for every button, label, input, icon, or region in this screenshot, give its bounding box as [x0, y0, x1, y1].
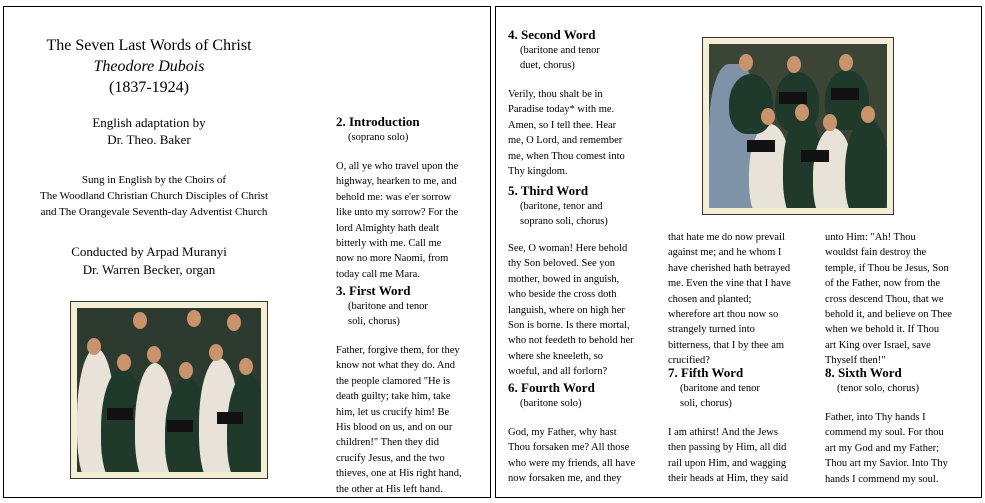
composer-dates: (1837-1924) [109, 79, 189, 96]
left-page [3, 6, 491, 498]
third-word-voices: (baritone, tenor and soprano soli, chorus) [520, 201, 608, 227]
introduction-voices: (soprano solo) [348, 132, 409, 143]
first-word-voices: (baritone and tenor soli, chorus) [348, 301, 428, 327]
sung-line-2: The Woodland Christian Church Disciples of Christ [39, 190, 269, 202]
composer-name: Theodore Dubois [93, 58, 205, 75]
fourth-word-title: 6. Fourth Word [508, 380, 595, 395]
adaptation-line-2: Dr. Theo. Baker [107, 132, 191, 147]
first-word-text: Father, forgive them, for they know not what they do. And the people clamored "He is death guilty; take him, take him, let us crucify him! Be His blood on us, and on our children!" Then they did crucify Jesus, and the two thieves, one at His right hand, the other at His left hand. [336, 345, 462, 495]
sixth-word-title: 8. Sixth Word [825, 365, 902, 380]
sixth-word-text: Father, into Thy hands I commend my soul. For thou art my God and my Father; Thou art my Savior. Into Thy hands I commend my soul. [825, 412, 948, 485]
organist-line: Dr. Warren Becker, organ [82, 262, 216, 277]
fourth-word-continuation: that hate me do now prevail against me; and he whom I have cherished hath betrayed me. Even the vine that I have chosen and planted; wherefore art thou now so strangely turned into bitterness, that I by thee am crucified? [668, 232, 791, 367]
sixth-word-voices: (tenor solo, chorus) [837, 383, 919, 394]
fourth-word-text: God, my Father, why hast Thou forsaken me? All those who were my friends, all have now forsaken me, and they [508, 427, 636, 485]
conductor-line: Conducted by Arpad Muranyi [71, 244, 227, 259]
sung-line-3: and The Orangevale Seventh-day Adventist Church [40, 206, 268, 218]
choir-photo-left [70, 301, 268, 479]
second-word-text: Verily, thou shalt be in Paradise today* with me. Amen, so I tell thee. Hear me, O Lord, and remember me, when Thou comest into Thy kingdom. [508, 89, 625, 178]
first-word-title: 3. First Word [336, 283, 411, 298]
second-word-voices: (baritone and tenor duet, chorus) [520, 45, 600, 71]
right-page [495, 6, 982, 498]
fifth-word-text: I am athirst! And the Jews then passing by Him, all did rail upon Him, and wagging their heads at Him, they said [668, 427, 789, 485]
fifth-word-continuation: unto Him: "Ah! Thou wouldst fain destroy the temple, if Thou be Jesus, Son of the Father, now from the cross descend Thou, that we behold it, and believe on Thee when we behold it. If Thou art King over Israel, save Thyself then!" [825, 232, 952, 367]
adaptation-line-1: English adaptation by [92, 115, 206, 130]
third-word-text: See, O woman! Here behold thy Son beloved. See yon mother, bowed in anguish, who beside the cross doth languish, where on high her Son is borne. Is there mortal, who not feedeth to behold her where she kneeleth, so woeful, and all forlorn? [508, 243, 634, 378]
fifth-word-voices: (baritone and tenor soli, chorus) [680, 383, 760, 409]
choir-photo-right [702, 37, 894, 215]
fourth-word-voices: (baritone solo) [520, 398, 582, 409]
sung-line-1: Sung in English by the Choirs of [81, 174, 227, 186]
fifth-word-title: 7. Fifth Word [668, 365, 744, 380]
concert-title: The Seven Last Words of Christ [46, 37, 252, 54]
third-word-title: 5. Third Word [508, 183, 589, 198]
introduction-title: 2. Introduction [336, 114, 420, 129]
introduction-text: O, all ye who travel upon the highway, hearken to me, and behold me: was e'er sorrow like unto my sorrow? For the lord Almighty hath dealt bitterly with me. Call me now no more Naomi, from today call me Mara. [336, 161, 459, 280]
second-word-title: 4. Second Word [508, 27, 596, 42]
